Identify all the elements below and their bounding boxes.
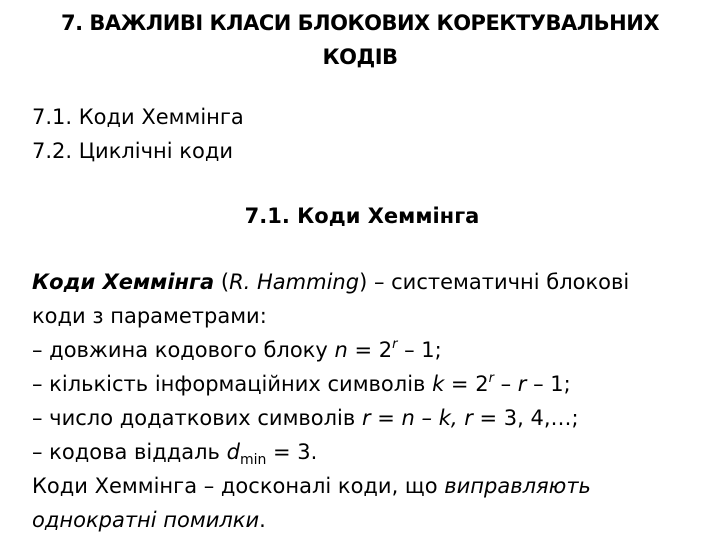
math-exponent: r bbox=[392, 337, 398, 352]
text-fragment: ) – систематичні блокові bbox=[359, 270, 630, 294]
text-fragment: = 2 bbox=[347, 338, 393, 362]
text-fragment: – кількість інформаційних символів bbox=[32, 372, 433, 396]
table-of-contents bbox=[32, 100, 244, 168]
conclusion-line bbox=[32, 503, 702, 537]
emphasis-text: виправляють bbox=[444, 474, 591, 498]
text-fragment: 3, 4,…; bbox=[497, 406, 579, 430]
math-exponent: r bbox=[488, 371, 494, 386]
parameter-info-symbols bbox=[32, 367, 702, 401]
text-fragment: = 2 bbox=[444, 372, 489, 396]
definition-line bbox=[32, 265, 702, 299]
toc-item: 7.1. Коди Хеммінга bbox=[32, 105, 244, 129]
text-fragment: ( bbox=[214, 270, 230, 294]
text-fragment: – число додаткових символів bbox=[32, 406, 362, 430]
term-hamming-codes: Коди Хеммінга bbox=[32, 270, 215, 294]
text-fragment: Коди Хеммінга – досконалі коди, що bbox=[32, 474, 445, 498]
math-subscript: min bbox=[239, 452, 267, 468]
slide-title: 7. ВАЖЛИВІ КЛАСИ БЛОКОВИХ КОРЕКТУВАЛЬНИХ КОДІВ bbox=[60, 11, 660, 69]
parameter-check-symbols bbox=[32, 401, 702, 435]
section-heading: 7.1. Коди Хеммінга bbox=[244, 204, 480, 228]
conclusion-line bbox=[32, 469, 702, 503]
text-fragment: = 3. bbox=[266, 440, 318, 464]
toc-item: 7.2. Циклічні коди bbox=[32, 139, 233, 163]
source-name: R. Hamming bbox=[229, 270, 360, 294]
math-variable: n bbox=[334, 338, 348, 362]
text-fragment: – кодова віддаль bbox=[32, 440, 227, 464]
math-expression: r = n – k, r = bbox=[361, 406, 498, 430]
body-text bbox=[32, 265, 702, 537]
text-fragment: . bbox=[259, 508, 266, 532]
math-variable: d bbox=[226, 440, 240, 464]
parameter-block-length bbox=[32, 333, 702, 367]
math-variable: k bbox=[432, 372, 445, 396]
text-fragment: – 1; bbox=[526, 372, 571, 396]
text-fragment: – bbox=[493, 372, 518, 396]
math-variable: r bbox=[517, 372, 527, 396]
text-fragment: – довжина кодового блоку bbox=[32, 338, 335, 362]
definition-line: коди з параметрами: bbox=[32, 304, 267, 328]
emphasis-text: однократні помилки bbox=[32, 508, 260, 532]
text-fragment: – 1; bbox=[397, 338, 442, 362]
parameter-code-distance bbox=[32, 435, 702, 469]
